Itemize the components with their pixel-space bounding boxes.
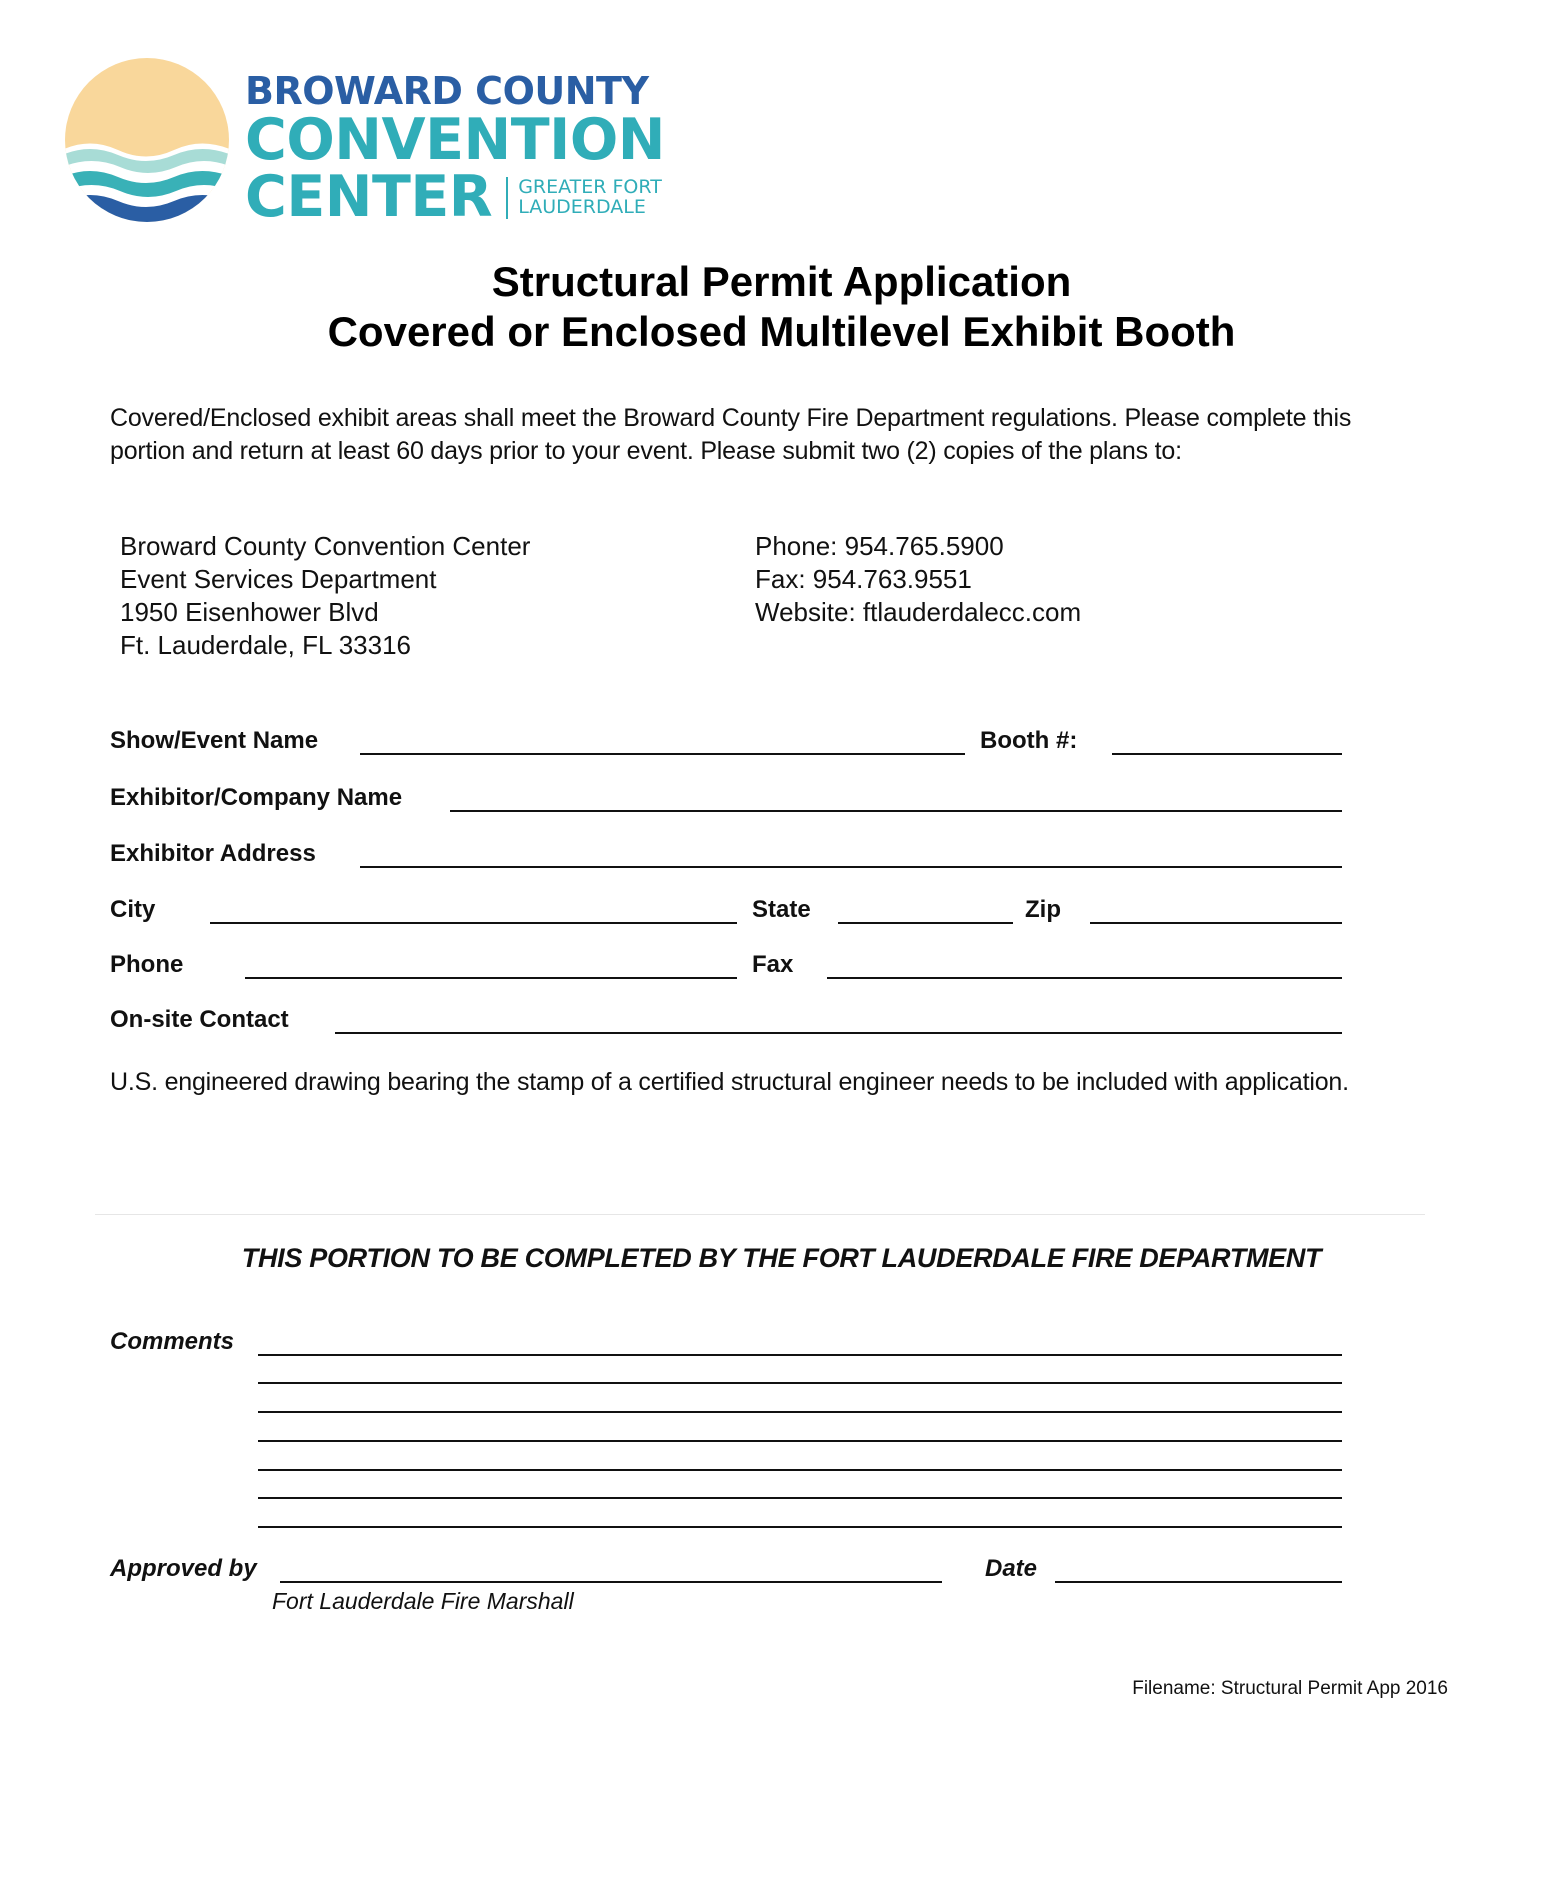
exhibitor-address-field[interactable] <box>360 866 1342 868</box>
intro-line-2: portion and return at least 60 days prior to your event. Please submit two (2) copies of the plans to: <box>110 437 1182 465</box>
page-subtitle: Covered or Enclosed Multilevel Exhibit Booth <box>327 308 1236 355</box>
comments-line[interactable] <box>258 1440 1342 1442</box>
phone-label: Phone <box>110 951 184 978</box>
filename-footer: Filename: Structural Permit App 2016 <box>1132 1678 1448 1699</box>
logo-separator <box>506 177 508 219</box>
page-title: Structural Permit Application <box>491 258 1072 305</box>
date-field[interactable] <box>1055 1581 1342 1583</box>
onsite-contact-label: On-site Contact <box>110 1006 289 1033</box>
address-line-2: Event Services Department <box>120 564 437 594</box>
address-line-1: Broward County Convention Center <box>120 531 531 561</box>
logo-line-1: BROWARD COUNTY <box>245 69 649 113</box>
comments-line[interactable] <box>258 1526 1342 1528</box>
comments-label: Comments <box>110 1328 235 1355</box>
comments-line[interactable] <box>258 1497 1342 1499</box>
phone-field[interactable] <box>245 977 737 979</box>
company-name-label: Exhibitor/Company Name <box>110 784 403 811</box>
comments-line[interactable] <box>258 1469 1342 1471</box>
section-divider <box>95 1214 1425 1215</box>
comments-line[interactable] <box>258 1411 1342 1413</box>
address-line-3: 1950 Eisenhower Blvd <box>120 597 379 627</box>
onsite-contact-field[interactable] <box>335 1032 1342 1034</box>
mailing-address <box>120 530 530 662</box>
date-label: Date <box>985 1555 1038 1582</box>
intro-line-1: Covered/Enclosed exhibit areas shall meet the Broward County Fire Department regulations. Please complete this <box>110 404 1352 432</box>
logo-line-2: CONVENTION <box>245 107 665 173</box>
zip-label: Zip <box>1025 896 1061 923</box>
fire-department-heading: THIS PORTION TO BE COMPLETED BY THE FORT LAUDERDALE FIRE DEPARTMENT <box>241 1243 1322 1273</box>
engineer-note: U.S. engineered drawing bearing the stamp of a certified structural engineer needs to be included with application. <box>110 1068 1349 1096</box>
show-event-name-label: Show/Event Name <box>110 727 319 754</box>
fax-field[interactable] <box>827 977 1342 979</box>
logo-tagline-2: LAUDERDALE <box>518 195 646 218</box>
booth-label: Booth #: <box>980 727 1078 754</box>
exhibitor-address-label: Exhibitor Address <box>110 840 316 867</box>
fire-marshall-caption: Fort Lauderdale Fire Marshall <box>272 1588 574 1614</box>
approved-by-label: Approved by <box>110 1555 257 1582</box>
address-line-4: Ft. Lauderdale, FL 33316 <box>120 630 412 660</box>
state-label: State <box>752 896 811 923</box>
intro-paragraph <box>110 402 1440 468</box>
contact-info <box>755 530 1081 629</box>
comments-line[interactable] <box>258 1382 1342 1384</box>
convention-center-logo-mark <box>62 55 232 230</box>
fax-label: Fax <box>752 951 794 978</box>
contact-fax: Fax: 954.763.9551 <box>755 564 972 594</box>
contact-website[interactable]: Website: ftlauderdalecc.com <box>755 597 1082 627</box>
show-event-name-field[interactable] <box>360 753 965 755</box>
comments-line[interactable] <box>258 1354 1342 1356</box>
zip-field[interactable] <box>1090 922 1342 924</box>
contact-phone: Phone: 954.765.5900 <box>755 531 1004 561</box>
logo-line-3: CENTER <box>245 164 493 230</box>
logo-tagline-1: GREATER FORT <box>518 175 662 198</box>
state-field[interactable] <box>838 922 1013 924</box>
approved-by-field[interactable] <box>280 1581 942 1583</box>
city-field[interactable] <box>210 922 737 924</box>
convention-center-logo-text <box>245 69 665 230</box>
city-label: City <box>110 896 156 923</box>
company-name-field[interactable] <box>450 810 1342 812</box>
booth-field[interactable] <box>1112 753 1342 755</box>
